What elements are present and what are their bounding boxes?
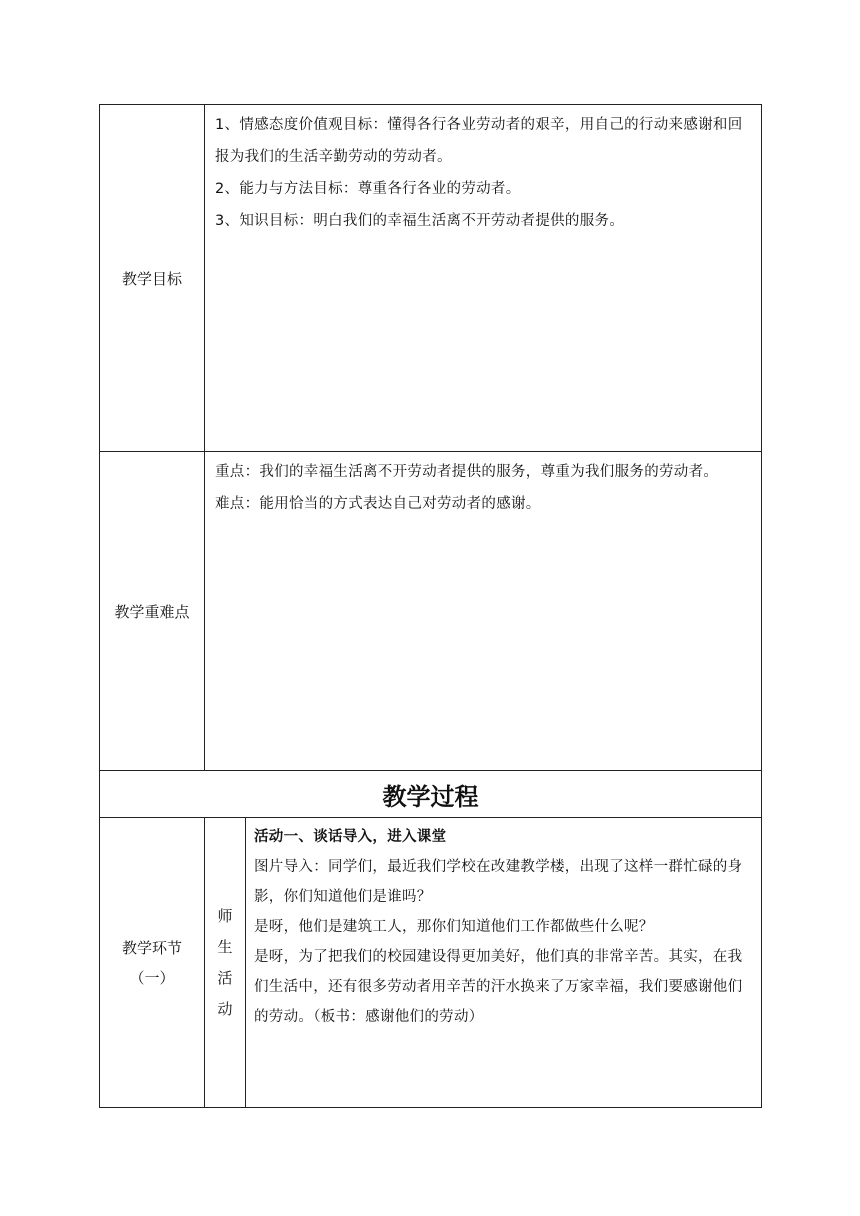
lesson-plan-table	[99, 104, 762, 1108]
objective-item: 2、能力与方法目标：尊重各行各业的劳动者。	[215, 181, 521, 197]
stage1-content	[246, 818, 762, 1108]
objectives-label: 教学目标	[100, 105, 205, 452]
key-points-label: 教学重难点	[100, 452, 205, 771]
role-char: 动	[217, 999, 233, 1018]
process-title-row	[100, 771, 762, 818]
stage1-role	[205, 818, 246, 1108]
role-char: 活	[217, 968, 233, 987]
activity-paragraph: 图片导入：同学们，最近我们学校在改建教学楼，出现了这样一群忙碌的身影，你们知道他们是谁吗？	[254, 859, 743, 905]
stage1-label-line1: 教学环节	[121, 938, 182, 957]
activity-paragraph: 是呀，他们是建筑工人，那你们知道他们工作都做些什么呢？	[254, 919, 654, 935]
key-points-row	[100, 452, 762, 771]
stage1-label-line2: （一）	[129, 968, 175, 987]
objective-item: 3、知识目标：明白我们的幸福生活离不开劳动者提供的服务。	[215, 213, 625, 229]
stage1-row	[100, 818, 762, 1108]
key-point-item: 难点：能用恰当的方式表达自己对劳动者的感谢。	[215, 496, 541, 512]
role-char: 师	[217, 906, 233, 925]
process-title: 教学过程	[100, 771, 762, 818]
stage1-label	[100, 818, 205, 1108]
role-char: 生	[217, 937, 233, 956]
objectives-row	[100, 105, 762, 452]
activity-paragraph: 是呀，为了把我们的校园建设得更加美好，他们真的非常辛苦。其实，在我们生活中，还有很多劳动者用辛苦的汗水换来了万家幸福，我们要感谢他们的劳动。（板书：感谢他们的劳动）	[254, 949, 743, 1025]
objective-item: 1、情感态度价值观目标：懂得各行各业劳动者的艰辛，用自己的行动来感谢和回报为我们的生活辛勤劳动的劳动者。	[215, 117, 743, 165]
key-point-item: 重点：我们的幸福生活离不开劳动者提供的服务，尊重为我们服务的劳动者。	[215, 464, 719, 480]
activity-title: 活动一、谈话导入，进入课堂	[254, 829, 447, 845]
key-points-content	[205, 452, 762, 771]
objectives-content	[205, 105, 762, 452]
